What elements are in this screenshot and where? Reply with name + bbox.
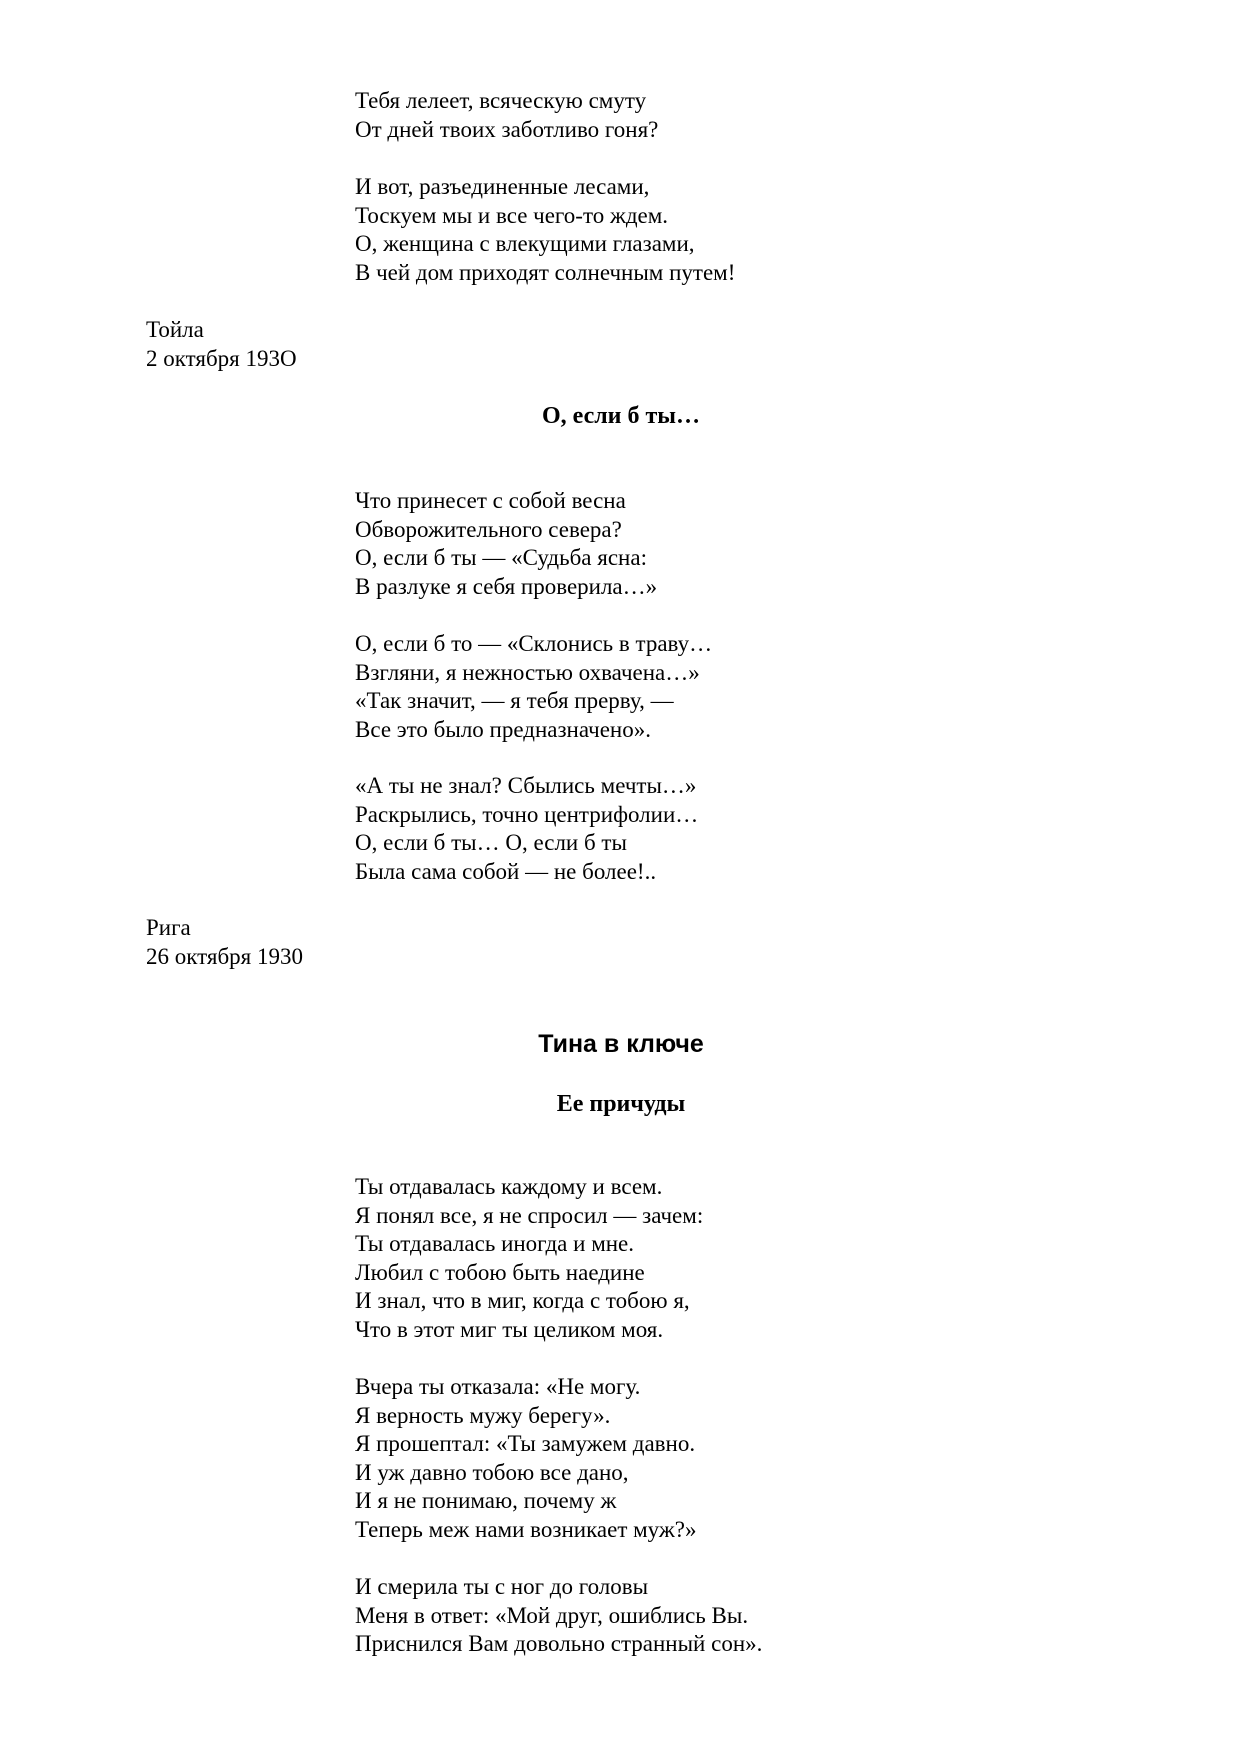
poem1-stanza-2	[355, 173, 735, 287]
verse-line: В разлуке я себя проверила…»	[355, 573, 658, 599]
verse-line: Что принесет с собой весна	[355, 488, 626, 513]
verse-line: И смерила ты с ног до головы	[355, 1574, 649, 1599]
verse-line: О, женщина с влекущими глазами,	[355, 231, 695, 256]
poem2-title: О, если б ты…	[541, 403, 701, 429]
poem2-date: 26 октября 1930	[146, 943, 303, 969]
poem1-signature	[146, 316, 297, 373]
verse-line: И я не понимаю, почему ж	[355, 1488, 617, 1513]
verse-line: И знал, что в миг, когда с тобою я,	[355, 1288, 690, 1313]
poem2-place: Рига	[146, 915, 191, 940]
verse-line: Приснился Вам довольно странный сон».	[355, 1631, 763, 1656]
poem2-stanza-1	[355, 487, 657, 601]
verse-line: О, если б ты — «Судьба ясна:	[355, 545, 647, 570]
verse-line: Обворожительного севера?	[355, 516, 622, 542]
verse-line: В чей дом приходят солнечным путем!	[355, 259, 736, 285]
poem2-stanza-3	[355, 772, 698, 886]
verse-line: Взгляни, я нежностью охвачена…»	[355, 659, 700, 685]
verse-line: Что в этот миг ты целиком моя.	[355, 1316, 664, 1342]
poem1-place: Тойла	[146, 317, 204, 342]
verse-line: Тебя лелеет, всяческую смуту	[355, 88, 647, 113]
verse-line: Теперь меж нами возникает муж?»	[355, 1516, 697, 1542]
poem3-stanza-3	[355, 1573, 762, 1659]
verse-line: Ты отдавалась иногда и мне.	[355, 1231, 635, 1256]
verse-line: О, если б ты… О, если б ты	[355, 830, 627, 855]
verse-line: От дней твоих заботливо гоня?	[355, 116, 659, 142]
verse-line: Вчера ты отказала: «Не могу.	[355, 1374, 641, 1399]
verse-line: О, если б то — «Склонись в траву…	[355, 631, 713, 656]
poem2-stanza-2	[355, 630, 712, 744]
verse-line: Я прошептал: «Ты замужем давно.	[355, 1431, 696, 1456]
verse-line: Ты отдавалась каждому и всем.	[355, 1174, 663, 1199]
verse-line: Любил с тобою быть наедине	[355, 1259, 645, 1285]
poem1-stanza-1	[355, 87, 658, 144]
verse-line: Я верность мужу берегу».	[355, 1402, 611, 1428]
verse-line: Раскрылись, точно центрифолии…	[355, 801, 699, 827]
verse-line: Меня в ответ: «Мой друг, ошиблись Вы.	[355, 1602, 749, 1628]
section-title: Тина в ключе	[538, 1030, 704, 1058]
poem1-date: 2 октября 193О	[146, 345, 297, 371]
poem3-stanza-1	[355, 1173, 703, 1344]
poem3-title: Ее причуды	[556, 1091, 686, 1117]
poem3-stanza-2	[355, 1373, 696, 1544]
verse-line: Я понял все, я не спросил — зачем:	[355, 1202, 704, 1228]
verse-line: «Так значит, — я тебя прерву, —	[355, 688, 674, 713]
verse-line: Была сама собой — не более!..	[355, 858, 657, 884]
poem2-signature	[146, 914, 303, 971]
verse-line: И вот, разъединенные лесами,	[355, 174, 650, 199]
verse-line: Все это было предназначено».	[355, 716, 651, 742]
verse-line: «А ты не знал? Сбылись мечты…»	[355, 773, 697, 798]
verse-line: Тоскуем мы и все чего-то ждем.	[355, 202, 669, 228]
verse-line: И уж давно тобою все дано,	[355, 1459, 629, 1485]
